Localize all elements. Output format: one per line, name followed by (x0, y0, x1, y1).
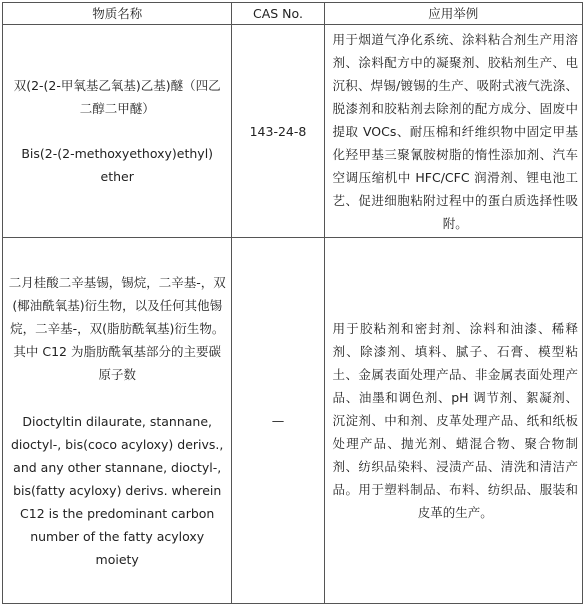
table-row (3, 25, 583, 238)
table-header-row (3, 3, 583, 25)
application-examples: 用于烟道气净化系统、涂料粘合剂生产用溶剂、涂料配方中的凝聚剂、胶粘剂生产、电沉积、焊锡/镀锡的生产、吸附式液气洗涤、脱漆剂和胶粘剂去除剂的配方成分、固废中提取 VOCs、耐压棉和纤维织物中固定甲基化羟甲基三聚氰胺树脂的惰性添加剂、汽车空调压缩机中 HFC/CFC 润滑剂、锂电池工艺、促进细胞粘附过程中的蛋白质选择性吸附。 (324, 25, 582, 238)
cas-number: — (232, 238, 324, 604)
substance-name-cell (3, 238, 232, 604)
header-cas-no: CAS No. (232, 3, 324, 25)
header-substance-name: 物质名称 (3, 3, 232, 25)
substance-name-english: Dioctyltin dilaurate, stannane, dioctyl-, bis(coco acyloxy) derivs., and any other stannane, dioctyl-, bis(fatty acyloxy) derivs. wherein C12 is the predominant carbon number of the fatty acyloxy moiety (11, 413, 224, 567)
substance-name-english: Bis(2-(2-methoxyethoxy)ethyl) ether (21, 146, 214, 184)
substance-name-cell (3, 25, 232, 238)
cas-number: 143-24-8 (232, 25, 324, 238)
substance-table (2, 2, 583, 604)
application-examples: 用于胶粘剂和密封剂、涂料和油漆、稀释剂、除漆剂、填料、腻子、石膏、模型粘土、金属表面处理产品、非金属表面处理产品、油墨和调色剂、pH 调节剂、絮凝剂、沉淀剂、中和剂、皮革处理产品、纸和纸板处理产品、抛光剂、蜡混合物、聚合物制剂、纺织品染料、浸渍产品、清洗和清洁产品。用于塑料制品、布料、纺织品、服装和皮革的生产。 (324, 238, 582, 604)
table-row (3, 238, 583, 604)
substance-name-chinese: 双(2-(2-甲氧基乙氧基)乙基)醚（四乙二醇二甲醚） (13, 78, 221, 116)
header-application: 应用举例 (324, 3, 582, 25)
substance-name-chinese: 二月桂酸二辛基锡，锡烷，二辛基-，双(椰油酰氧基)衍生物，以及任何其他锡烷，二辛基-，双(脂肪酰氧基)衍生物。其中 C12 为脂肪酰氧基部分的主要碳原子数 (8, 274, 226, 382)
